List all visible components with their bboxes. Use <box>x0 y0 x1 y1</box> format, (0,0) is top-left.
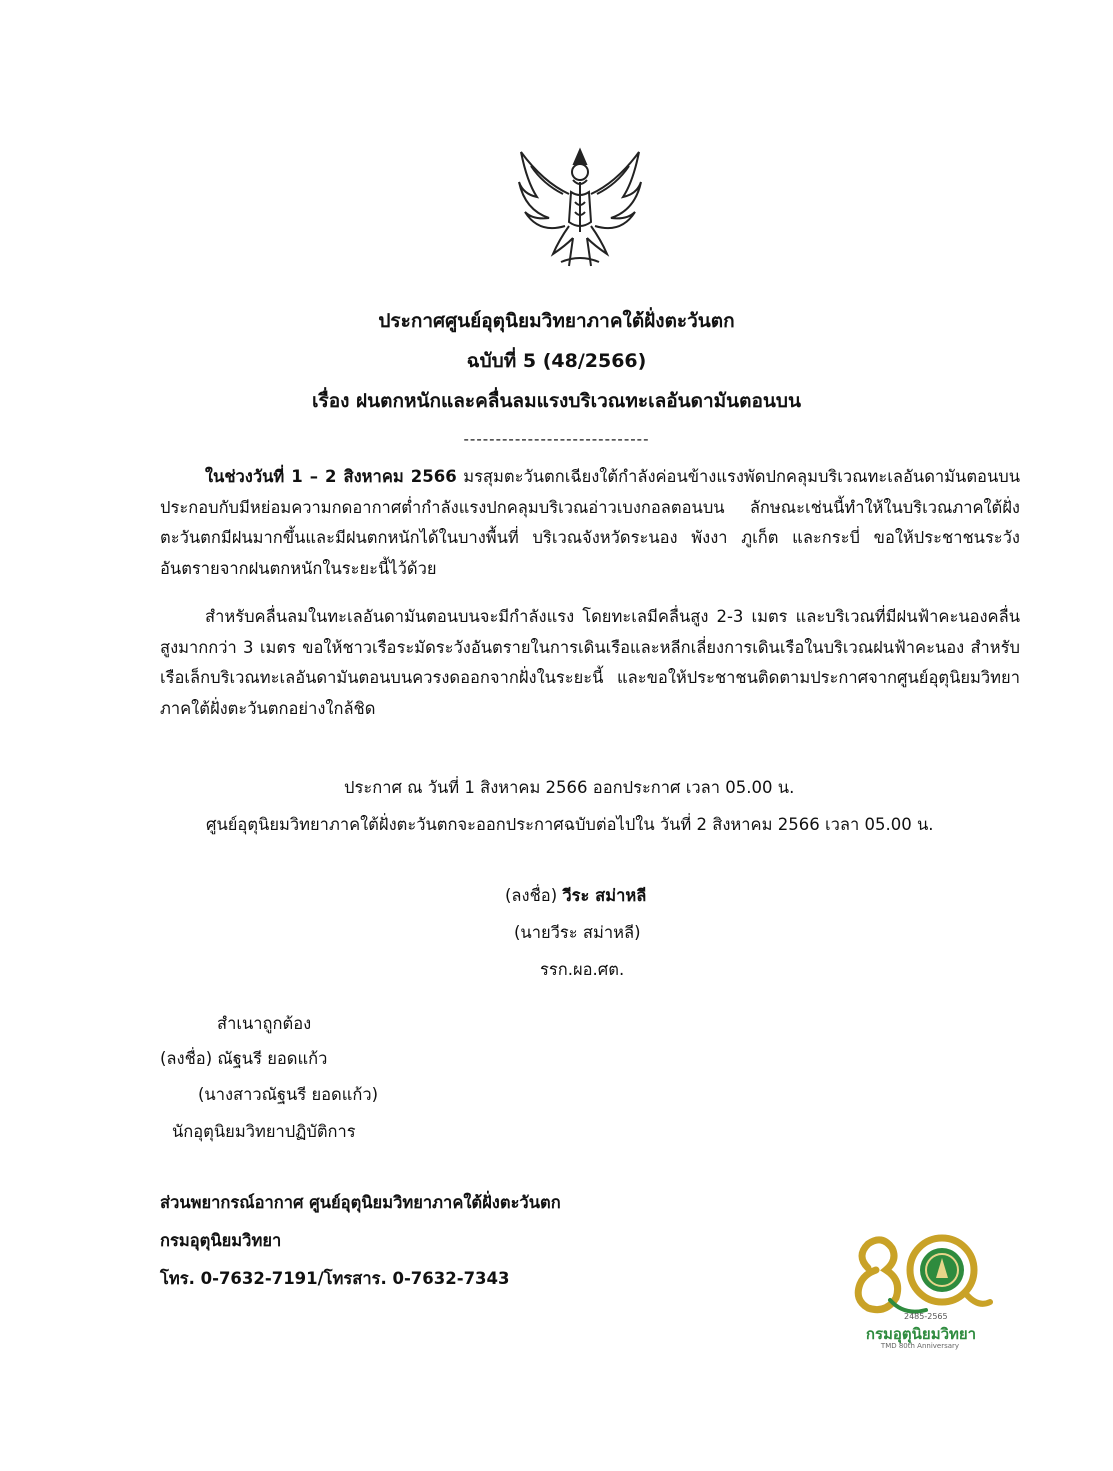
announce-line: ประกาศ ณ วันที่ 1 สิงหาคม 2566 ออกประกาศ เวลา 05.00 น. <box>344 778 795 797</box>
footer-department: กรมอุตุนิยมวิทยา <box>160 1231 282 1250</box>
footer-contact: โทร. 0-7632-7191/โทรสาร. 0-7632-7343 <box>160 1269 510 1288</box>
logo-years: 2485-2565 <box>904 1312 948 1321</box>
logo-department-name: กรมอุตุนิยมวิทยา <box>865 1325 977 1343</box>
signer-signature <box>505 883 646 909</box>
signer-name: วีระ สม่าหลี <box>562 886 647 905</box>
forecast-period: ในช่วงวันที่ 1 – 2 สิงหาคม 2566 <box>205 467 457 486</box>
forecast-text: มรสุมตะวันตกเฉียงใต้กำลังค่อนข้างแรงพัดปกคลุมบริเวณทะเลอันดามันตอนบนประกอบกับมีหย่อมความกดอากาศต่ำกำลังแรงปกคลุมบริเวณอ่าวเบงกอลตอนบน ลักษณะเช่นนี้ทำให้ในบริเวณภาคใต้ฝั่งตะวันตกมีฝนมากขึ้นและมีฝนตกหนักได้ในบางพื้นที่ บริเวณจังหวัดระนอง พังงา ภูเก็ต และกระบี่ ขอให้ประชาชนระวังอันตรายจากฝนตกหนักในระยะนี้ไว้ด้วย <box>160 467 1020 578</box>
garuda-emblem <box>513 142 647 272</box>
certifier-full-name: (นางสาวณัฐนรี ยอดแก้ว) <box>198 1085 379 1104</box>
paragraph-sea-conditions: สำหรับคลื่นลมในทะเลอันดามันตอนบนจะมีกำลังแรง โดยทะเลมีคลื่นสูง 2-3 เมตร และบริเวณที่มีฝนฟ้าคะนองคลื่นสูงมากกว่า 3 เมตร ขอให้ชาวเรือระมัดระวังอันตรายในการเดินเรือและหลีกเลี่ยงการเดินเรือในบริเวณฝนฟ้าคะนอง สำหรับเรือเล็กบริเวณทะเลอันดามันตอนบนควรงดออกจากฝั่งในระยะนี้ และขอให้ประชาชนติดตามประกาศจากศูนย์อุตุนิยมวิทยาภาคใต้ฝั่งตะวันตกอย่างใกล้ชิด <box>160 607 1020 718</box>
certifier-position: นักอุตุนิยมวิทยาปฏิบัติการ <box>172 1122 356 1141</box>
signer-position: รรก.ผอ.ศต. <box>540 960 625 979</box>
paragraph-rain-forecast <box>160 462 1020 584</box>
next-announcement-line: ศูนย์อุตุนิยมวิทยาภาคใต้ฝั่งตะวันตกจะออกประกาศฉบับต่อไปใน วันที่ 2 สิงหาคม 2566 เวลา 05.00 น. <box>206 815 934 834</box>
certifier-signature: (ลงชื่อ) ณัฐนรี ยอดแก้ว <box>160 1049 328 1068</box>
logo-tagline: TMD 80th Anniversary <box>880 1342 960 1350</box>
announcement-subject: เรื่อง ฝนตกหนักและคลื่นลมแรงบริเวณทะเลอันดามันตอนบน <box>312 390 801 412</box>
signature-prefix: (ลงชื่อ) <box>505 886 563 905</box>
signer-full-name: (นายวีระ สม่าหลี) <box>514 923 641 942</box>
logo-80-graphic <box>846 1228 994 1324</box>
issue-number: ฉบับที่ 5 (48/2566) <box>466 350 647 372</box>
announcement-title: ประกาศศูนย์อุตุนิยมวิทยาภาคใต้ฝั่งตะวันตก <box>378 310 735 332</box>
tmd-80th-anniversary-logo <box>846 1228 994 1352</box>
certified-copy-label: สำเนาถูกต้อง <box>217 1014 312 1033</box>
title-divider: ----------------------------- <box>463 430 650 448</box>
footer-division: ส่วนพยากรณ์อากาศ ศูนย์อุตุนิยมวิทยาภาคใต้ฝั่งตะวันตก <box>160 1193 561 1212</box>
